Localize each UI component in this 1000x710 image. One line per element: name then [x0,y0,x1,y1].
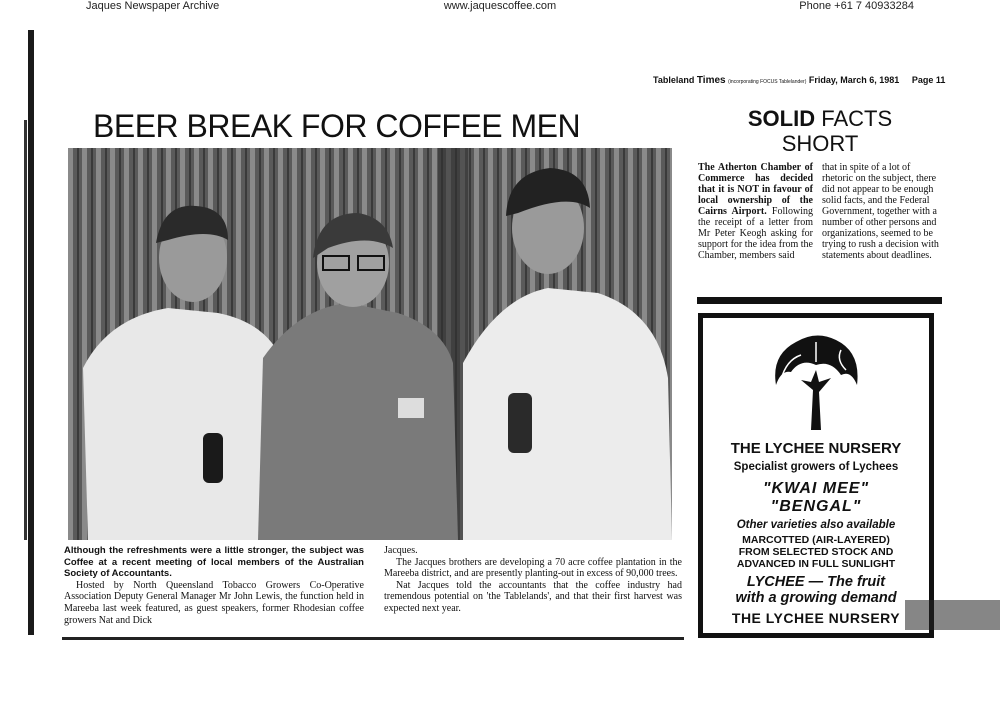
ad-business-name: THE LYCHEE NURSERY [730,440,902,457]
ad-other-varieties: Other varieties also available [736,519,896,531]
paper-name: Tableland [653,75,695,85]
sidebar-divider [697,297,942,304]
paper-subtitle: (incorporating FOCUS Tablelander) [728,79,807,85]
sidebar-body: Following the receipt of a letter from Mr Peter Keogh asking for support for the idea from the Chamber, members said [698,206,814,261]
archive-name: Jaques Newspaper Archive [86,0,220,12]
scan-smudge [905,600,1000,630]
article-headline: BEER BREAK FOR COFFEE MEN [93,108,581,144]
sidebar-headline-bold: SOLID [747,106,816,131]
sidebar-headline-rest: FACTS [821,106,893,131]
sidebar-column-2: that in spite of a lot of rhetoric on the subject, there did not appear to be enough solid facts, and the Federal Government, together with a number of other persons and organizations, seemed to be trying to rush a decision with statements about deadlines. [822,162,939,261]
scan-edge-shadow [24,120,27,540]
sidebar-headline-line2: SHORT [781,131,859,156]
sidebar-column-1 [698,162,813,261]
photo-caption: Although the refreshments were a little stronger, the subject was Coffee at a recent meeting of local members of the Australian Society of Accountants. [64,545,364,580]
lychee-nursery-ad [698,313,934,638]
article-bottom-rule [62,637,684,640]
sidebar-lead: The Atherton Chamber of Commerce has decided that it is NOT in favour of local ownership of the Cairns Airport. [698,162,813,217]
masthead [653,75,945,86]
archive-website: www.jaquescoffee.com [443,0,557,12]
ad-marcotted-line: FROM SELECTED STOCK AND [738,546,894,558]
issue-date: Friday, March 6, 1981 [808,75,900,85]
sidebar-headline [700,106,940,156]
ad-variety: "KWAI MEE" [762,480,870,497]
archive-phone: Phone +61 7 40933284 [799,0,914,12]
ad-footer-name: THE LYCHEE NURSERY [731,610,901,626]
ad-marcotted-line: MARCOTTED (AIR-LAYERED) [742,534,890,546]
ad-slogan [703,574,929,606]
article-paragraph: The Jacques brothers are developing a 70 acre coffee plantation in the Mareeba district, and are presently planting-out in excess of 90,000 trees. [384,556,682,580]
page-number: Page 11 [911,75,946,85]
ad-slogan-line: LYCHEE — The fruit [746,574,886,590]
article-photo [68,148,672,540]
article-paragraph: Nat Jacques told the accountants that the coffee industry had tremendous potential on 'the Tablelands', and that their first harvest was expected next year. [384,579,682,614]
lychee-tree-icon [771,330,861,430]
ad-subtitle: Specialist growers of Lychees [733,461,899,473]
ad-variety: "BENGAL" [770,498,862,515]
scan-edge [28,30,34,635]
article-column-1 [64,545,364,626]
paper-name-times: Times [696,75,726,86]
article-column-2 [384,545,682,615]
ad-marcotted-line: ADVANCED IN FULL SUNLIGHT [736,558,896,570]
article-paragraph: Jacques. [384,545,418,556]
ad-marcotted-text [703,534,929,570]
article-paragraph: Hosted by North Queensland Tobacco Growers Co-Operative Association Deputy General Manager Mr John Lewis, the function held in Mareeba last week featured, as guest speakers, former Rhodesian coffee growers Nat and Dick [64,579,364,626]
ad-slogan-line: with a growing demand [735,590,897,606]
